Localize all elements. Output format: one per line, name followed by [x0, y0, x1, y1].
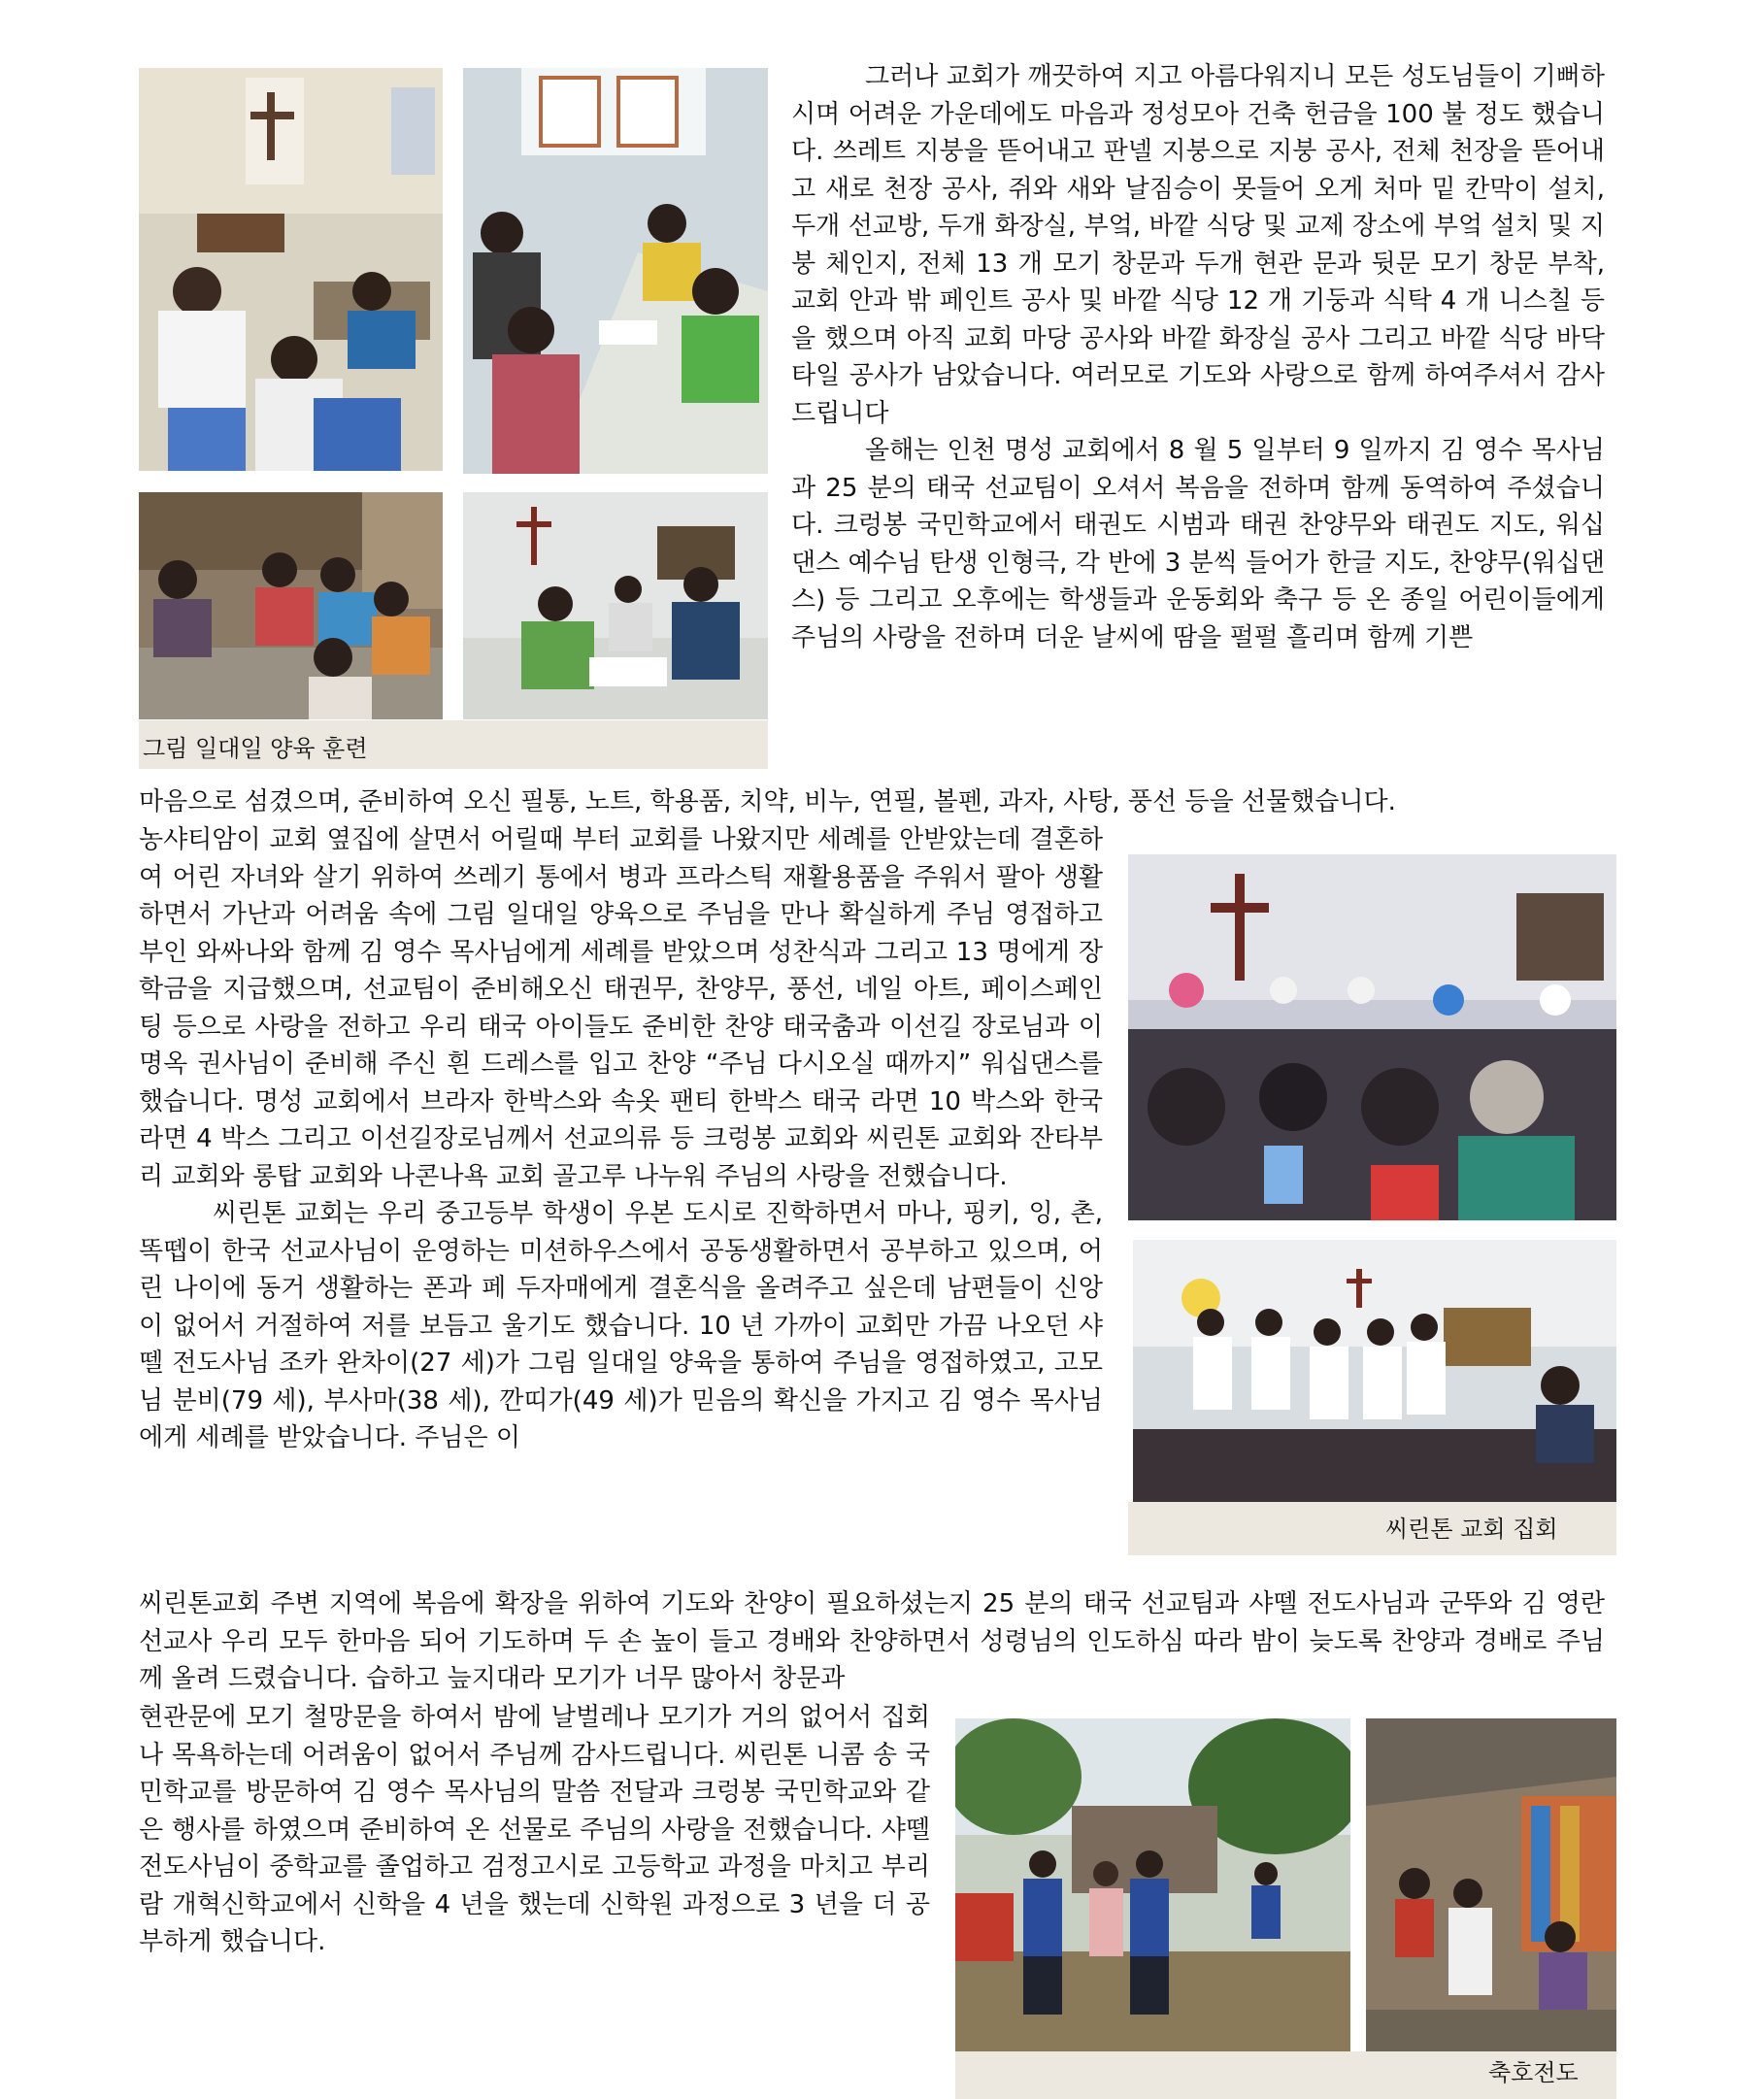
body-full-line-1 [139, 783, 1605, 821]
church-gathering-photo [1128, 854, 1616, 1220]
body-block-3 [139, 1699, 930, 1961]
paragraph-mission-team: 올해는 인천 명성 교회에서 8 월 5 일부터 9 일까지 김 영수 목사님과 25 분의 태국 선교팀이 오셔서 복음을 전하며 함께 동역하여 주셨습니다. 크렁봉 국민학교에서 태권도 시범과 태권 찬양무와 태권도 지도, 워십댄스 예수님 탄생 인형극, 각 반에 3 분씩 들어가 한글 지도, 찬양무(워십댄스) 등 그리고 오후에는 학생들과 운동회와 축구 등 온 종일 어린이들에게 주님의 사랑을 전하며 더운 날씨에 땀을 펄펄 흘리며 함께 기쁜 [791, 436, 1605, 652]
paragraph-nongchatiam: 농샤티암이 교회 옆집에 살면서 어릴때 부터 교회를 나왔지만 세례를 안받았는데 결혼하여 어린 자녀와 살기 위하여 쓰레기 통에서 병과 프라스틱 재활용품을 주워서 팔아 생활하면서 가난과 어려움 속에 그림 일대일 양육으로 주님을 만나 확실하게 주님 영접하고 부인 와싸나와 함께 김 영수 목사님에게 세례를 받았으며 성찬식과 그리고 13 명에게 장학금을 지급했으며, 선교팀이 준비해오신 태권무, 찬양무, 풍선, 네일 아트, 페이스페인팅 등으로 사랑을 전하고 우리 태국 아이들도 준비한 찬양 태국춤과 이선길 장로님과 이 명옥 권사님이 준비해 주신 흰 드레스를 입고 찬양 “주님 다시오실 때까지” 워십댄스를 했습니다. 명성 교회에서 브라자 한박스와 속옷 팬티 한박스 태국 라면 10 박스와 한국 라면 4 박스 그리고 이선길장로님께서 선교의류 등 크렁봉 교회와 씨린톤 교회와 잔타부리 교회와 롱탑 교회와 나콘나욕 교회 골고루 나누워 주님의 사랑을 전했습니다. [139, 825, 1103, 1191]
floor-training-photo [139, 492, 443, 719]
training-caption: 그림 일대일 양육 훈련 [143, 735, 368, 762]
sirinton-caption: 씨린톤 교회 집회 [1385, 1516, 1558, 1543]
paragraph-sirinton-church: 씨린톤 교회는 우리 중고등부 학생이 우본 도시로 진학하면서 마나, 핑키, 잉, 촌, 똑뗍이 한국 선교사님이 운영하는 미션하우스에서 공동생활하면서 공부하고 있으며, 어린 나이에 동거 생활하는 폰과 페 두자매에게 결혼식을 올려주고 싶은데 남편들이 신앙이 없어서 거절하여 저를 보듬고 울기도 했습니다. 10 년 가까이 교회만 가끔 나오던 샤뗄 전도사님 조카 완차이(27 세)가 그림 일대일 양육을 통하여 주님을 영접하였고, 고모님 분비(79 세), 부사마(38 세), 깐띠가(49 세)가 믿음의 확신을 가지고 김 영수 목사님에게 세례를 받았습니다. 주님은 이 [139, 1199, 1103, 1452]
table-study-photo [463, 68, 768, 474]
outreach-house-photo [1366, 1718, 1616, 2051]
paragraph-school-visit: 현관문에 모기 철망문을 하여서 밤에 날벌레나 모기가 거의 없어서 집회나 목욕하는데 어려움이 없어서 주님께 감사드립니다. 씨린톤 니콤 송 국민학교를 방문하여 김 영수 목사님의 말씀 전달과 크렁봉 국민학교와 같은 행사를 하였으며 준비하여 온 선물로 주님의 사랑을 전했습니다. 샤뗄 전도사님이 중학교를 졸업하고 검정고시로 고등학교 과정을 마치고 부리람 개혁신학교에서 신학을 4 년을 했는데 신학원 과정으로 3 년을 더 공부하게 했습니다. [139, 1703, 930, 1956]
classroom-photo [139, 68, 443, 471]
paragraph-gifts: 마음으로 섬겼으며, 준비하여 오신 필통, 노트, 학용품, 치약, 비누, 연필, 볼펜, 과자, 사탕, 풍선 등을 선물했습니다. [139, 787, 1396, 816]
outreach-caption: 축호전도 [1488, 2059, 1579, 2086]
white-dress-dance-photo [1133, 1240, 1616, 1502]
paragraph-worship-night: 씨린톤교회 주변 지역에 복음에 확장을 위하여 기도와 찬양이 필요하셨는지 25 분의 태국 선교팀과 샤뗄 전도사님과 군뚜와 김 영란 선교사 우리 모두 한마음 되어 기도하며 두 손 높이 들고 경배와 찬양하면서 성령님의 인도하심 따라 밤이 늦도록 찬양과 경배로 주님께 올려 드렸습니다. 습하고 늪지대라 모기가 너무 많아서 창문과 [139, 1589, 1605, 1693]
church-men-photo [463, 492, 768, 719]
body-block-1 [791, 58, 1605, 656]
outreach-walk-photo [955, 1718, 1350, 2051]
paragraph-renovation: 그러나 교회가 깨끗하여 지고 아름다워지니 모든 성도님들이 기뻐하시며 어려운 가운데에도 마음과 정성모아 건축 헌금을 100 불 정도 했습니다. 쓰레트 지붕을 뜯어내고 판넬 지붕으로 지붕 공사, 전체 천장을 뜯어내고 새로 천장 공사, 쥐와 새와 날짐승이 못들어 오게 처마 밑 칸막이 설치, 두개 선교방, 두개 화장실, 부엌, 바깥 식당 및 교제 장소에 부엌 설치 및 지붕 체인지, 전체 13 개 모기 창문과 두개 현관 문과 뒷문 모기 창문 부착, 교회 안과 밖 페인트 공사 및 바깥 식당 12 개 기둥과 식탁 4 개 니스칠 등을 했으며 아직 교회 마당 공사와 바깥 화장실 공사 그리고 바깥 식당 바닥 타일 공사가 남았습니다. 여러모로 기도와 사랑으로 함께 하여주셔서 감사드립니다 [791, 62, 1605, 428]
body-block-2 [139, 821, 1103, 1457]
body-full-line-2 [139, 1585, 1605, 1698]
